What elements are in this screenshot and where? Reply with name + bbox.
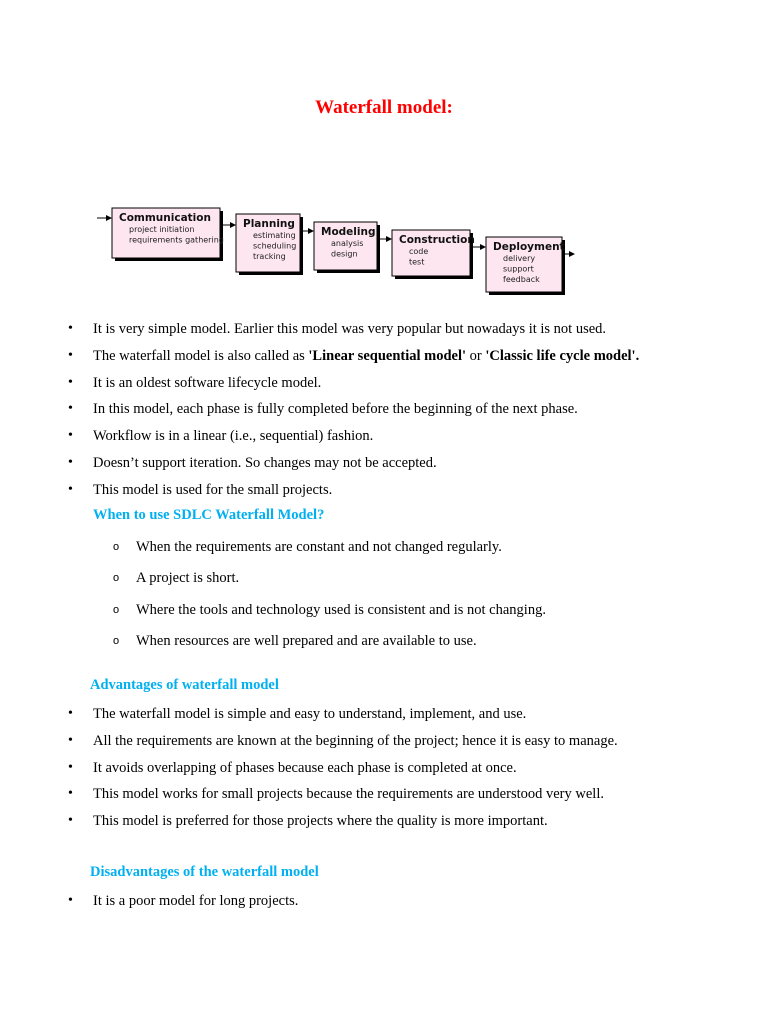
list-text: This model is preferred for those projects where the quality is more important.	[93, 813, 548, 830]
phase-activity: feedback	[503, 275, 540, 284]
phase-activity: code	[409, 247, 429, 256]
phase-activity: design	[331, 249, 358, 259]
phase-title: Deployment	[493, 241, 565, 253]
list-text: When resources are well prepared and are available to use.	[136, 633, 477, 650]
list-item	[0, 888, 768, 915]
phase-activity: support	[503, 264, 534, 274]
list-text: All the requirements are known at the beginning of the project; hence it is easy to manage.	[93, 732, 618, 749]
phase-box-modeling	[314, 222, 380, 273]
list-text: or	[466, 347, 486, 364]
bullet-icon: •	[68, 321, 73, 336]
list-item	[0, 626, 768, 657]
bullet-icon: •	[68, 786, 73, 802]
list-text: The waterfall model is also called as	[93, 347, 309, 364]
phase-activity: project initiation	[129, 225, 195, 234]
phase-activity: scheduling	[253, 241, 297, 251]
list-item	[0, 396, 768, 423]
phase-box-construction	[392, 230, 475, 279]
bullet-icon: •	[68, 401, 73, 417]
list-item	[0, 450, 768, 477]
list-item	[0, 423, 768, 450]
phase-title: Planning	[243, 218, 295, 230]
list-text: In this model, each phase is fully completed before the beginning of the next phase.	[93, 401, 578, 418]
bullet-icon: •	[68, 732, 73, 748]
list-text: Doesn’t support iteration. So changes may not be accepted.	[93, 454, 437, 471]
list-text: It avoids overlapping of phases because each phase is completed at once.	[93, 759, 517, 776]
phase-title: Modeling	[321, 226, 376, 238]
bold-term: 'Classic life cycle model'.	[485, 347, 640, 364]
bullet-icon: •	[68, 893, 73, 908]
list-text: Where the tools and technology used is consistent and is not changing.	[136, 601, 546, 618]
phase-box-deployment	[486, 237, 565, 295]
list-item	[0, 808, 768, 835]
sub-bullet-icon: o	[113, 572, 120, 585]
list-item	[0, 343, 768, 370]
when-to-use-list	[0, 532, 768, 658]
sub-bullet-icon: o	[113, 541, 120, 553]
phase-activity: requirements gathering	[129, 235, 224, 245]
phase-title: Construction	[399, 234, 475, 246]
intro-bullet-list	[0, 316, 768, 504]
phase-activity: test	[409, 257, 425, 267]
bullet-icon: •	[68, 481, 73, 497]
list-item	[0, 701, 768, 728]
advantages-heading: Advantages of waterfall model	[90, 677, 279, 693]
list-text: The waterfall model is simple and easy to understand, implement, and use.	[93, 706, 527, 722]
phase-title: Communication	[119, 212, 211, 224]
disadvantages-heading: Disadvantages of the waterfall model	[90, 864, 319, 880]
phase-box-communication	[112, 208, 224, 261]
bullet-icon: •	[68, 454, 73, 470]
list-text: This model is used for the small projects.	[93, 481, 333, 498]
list-item	[0, 595, 768, 626]
waterfall-diagram	[0, 190, 768, 300]
bullet-icon: •	[68, 759, 73, 775]
bullet-icon: •	[68, 813, 73, 829]
list-item	[0, 728, 768, 755]
list-item	[0, 563, 768, 594]
list-item	[0, 532, 768, 563]
bullet-icon: •	[68, 706, 73, 721]
when-heading: When to use SDLC Waterfall Model?	[93, 507, 325, 523]
phase-activity: analysis	[331, 239, 364, 248]
phase-activity: delivery	[503, 254, 536, 263]
bullet-icon: •	[68, 347, 73, 363]
list-item	[0, 477, 768, 504]
list-text: It is an oldest software lifecycle model.	[93, 374, 322, 391]
sub-bullet-icon: o	[113, 603, 120, 616]
list-text: Workflow is in a linear (i.e., sequential) fashion.	[93, 428, 374, 445]
list-item	[0, 755, 768, 782]
page-title: Waterfall model:	[315, 97, 453, 118]
list-text: A project is short.	[136, 570, 240, 587]
advantages-list	[0, 701, 768, 835]
list-item	[0, 316, 768, 343]
list-text: It is a poor model for long projects.	[93, 893, 299, 909]
phase-box-planning	[236, 214, 303, 275]
list-text: When the requirements are constant and not changed regularly.	[136, 539, 502, 555]
bullet-icon: •	[68, 428, 73, 444]
list-item	[0, 370, 768, 397]
list-text: It is very simple model. Earlier this model was very popular but nowadays it is not used.	[93, 321, 607, 337]
bold-term: 'Linear sequential model'	[308, 347, 467, 364]
disadvantages-list	[0, 888, 768, 915]
list-item	[0, 781, 768, 808]
phase-activity: estimating	[253, 231, 296, 240]
bullet-icon: •	[68, 374, 73, 390]
sub-bullet-icon: o	[113, 635, 120, 648]
phase-activity: tracking	[253, 252, 286, 261]
list-text: This model works for small projects because the requirements are understood very well.	[93, 786, 604, 803]
